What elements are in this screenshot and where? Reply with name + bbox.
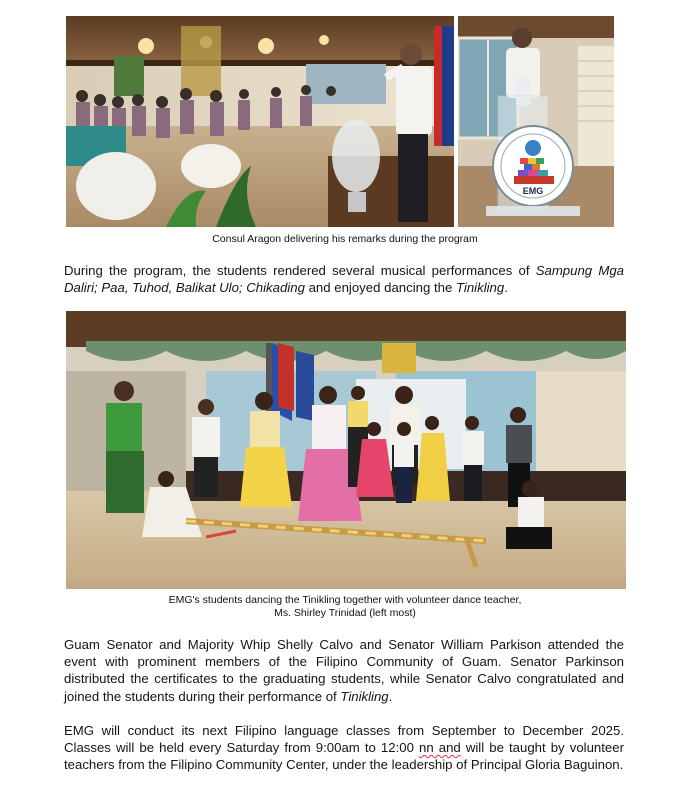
photo-caption-tinikling <box>60 594 630 620</box>
hall-scene-illustration <box>66 16 454 227</box>
song-titles: Sampung Mga Daliri; Paa, Tuhod, Balikat Ulo; Chikading <box>64 263 624 296</box>
photo-consul-speaking-hall <box>66 16 454 227</box>
caption-line: Ms. Shirley Trinidad (left most) <box>274 607 416 619</box>
photo-caption-consul <box>60 233 630 246</box>
paragraph-next-classes <box>64 722 624 774</box>
caption-line: EMG's students dancing the Tinikling together with volunteer dance teacher, <box>168 594 522 606</box>
dance-name: Tinikling <box>340 688 389 704</box>
tinikling-scene-illustration <box>66 311 626 589</box>
paragraph-text: and enjoyed dancing the <box>304 280 456 296</box>
paragraph-text: will be taught by volunteer teachers from the Filipino Community Center, under the leadership of Principal Gloria Baguinon. <box>64 740 624 773</box>
spellcheck-flagged-text: nn and <box>419 740 461 756</box>
dance-name: Tinikling <box>455 280 505 296</box>
caption-text: Consul Aragon delivering his remarks during the program <box>212 233 478 245</box>
paragraph-text: . <box>388 688 393 704</box>
paragraph-musical-performances <box>64 262 624 296</box>
paragraph-text: . <box>504 280 508 296</box>
paragraph-senators-attended <box>64 636 624 705</box>
paragraph-text: Guam Senator and Majority Whip Shelly Calvo and Senator William Parkison attended the event with prominent members of the Filipino Community of Guam. Senator Parkinson distributed the certificates to the graduating students, while Senator Calvo congratulated and joined the students during their performance of <box>64 637 624 704</box>
podium-logo-text: EMG <box>522 186 544 196</box>
photo-podium-emg-logo <box>458 16 614 227</box>
paragraph-text: During the program, the students rendered several musical performances of <box>64 263 536 278</box>
paragraph-text: EMG will conduct its next Filipino language classes from September to December 2025. Classes will be held every Saturday from 9:00am to 12:00 <box>64 723 624 756</box>
photo-tinikling-dance <box>66 311 626 589</box>
podium-scene-illustration <box>458 16 614 227</box>
